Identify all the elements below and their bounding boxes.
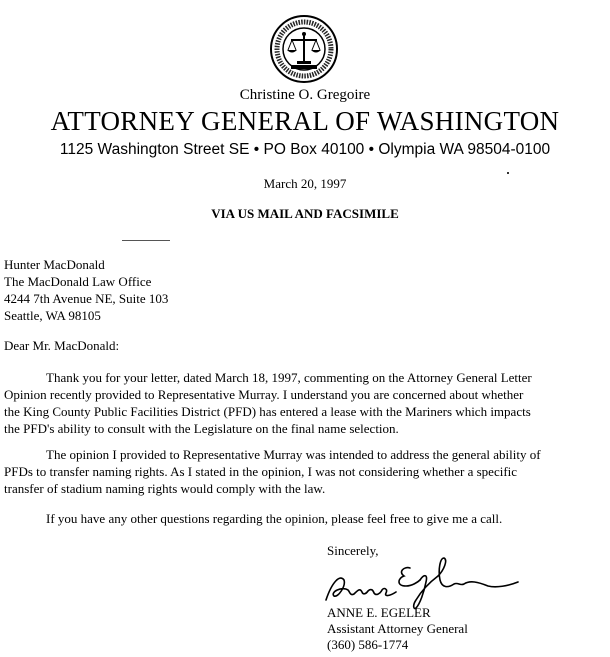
letter-date: March 20, 1997 [263, 176, 347, 191]
salutation: Dear Mr. MacDonald: [4, 338, 120, 353]
scan-artifact [507, 172, 509, 174]
paragraph-line: If you have any other questions regarding the opinion, please feel free to give me a call. [46, 511, 503, 526]
office-address: 1125 Washington Street SE • PO Box 40100 • Olympia WA 98504-0100 [59, 141, 551, 158]
paragraph-line: transfer of stadium naming rights would comply with the law. [4, 481, 326, 496]
body-paragraph-1 [4, 369, 604, 437]
signer-block [327, 605, 468, 653]
body-paragraph-3 [4, 510, 604, 527]
recipient-address-block [4, 256, 168, 324]
recipient-firm: The MacDonald Law Office [4, 274, 152, 289]
paragraph-line: PFDs to transfer naming rights. As I stated in the opinion, I was not considering whether a specific [4, 464, 518, 479]
handwritten-signature-icon [318, 552, 528, 612]
paragraph-line: the King County Public Facilities District (PFD) has entered a lease with the Mariners which impacts [4, 404, 531, 419]
paragraph-line: The opinion I provided to Representative Murray was intended to address the general ability of [46, 447, 541, 462]
signer-phone: (360) 586-1774 [327, 637, 409, 652]
delivery-method: VIA US MAIL AND FACSIMILE [211, 206, 399, 221]
paragraph-line: Thank you for your letter, dated March 18, 1997, commenting on the Attorney General Letter [46, 370, 532, 385]
closing: Sincerely, [327, 543, 379, 558]
recipient-city: Seattle, WA 98105 [4, 308, 101, 323]
body-paragraph-2 [4, 446, 604, 497]
paragraph-line: Opinion recently provided to Representative Murray. I understand you are concerned about whether [4, 387, 524, 402]
office-title: ATTORNEY GENERAL OF WASHINGTON [50, 106, 560, 136]
signer-title: Assistant Attorney General [327, 621, 468, 636]
signer-name: ANNE E. EGELER [327, 605, 431, 620]
paragraph-line: the PFD's ability to consult with the Legislature on the final name selection. [4, 421, 399, 436]
recipient-name: Hunter MacDonald [4, 257, 105, 272]
recipient-street: 4244 7th Avenue NE, Suite 103 [4, 291, 169, 306]
attorney-general-name: Christine O. Gregoire [239, 87, 371, 103]
scan-artifact [122, 240, 170, 241]
attorney-general-seal-icon [269, 14, 339, 84]
